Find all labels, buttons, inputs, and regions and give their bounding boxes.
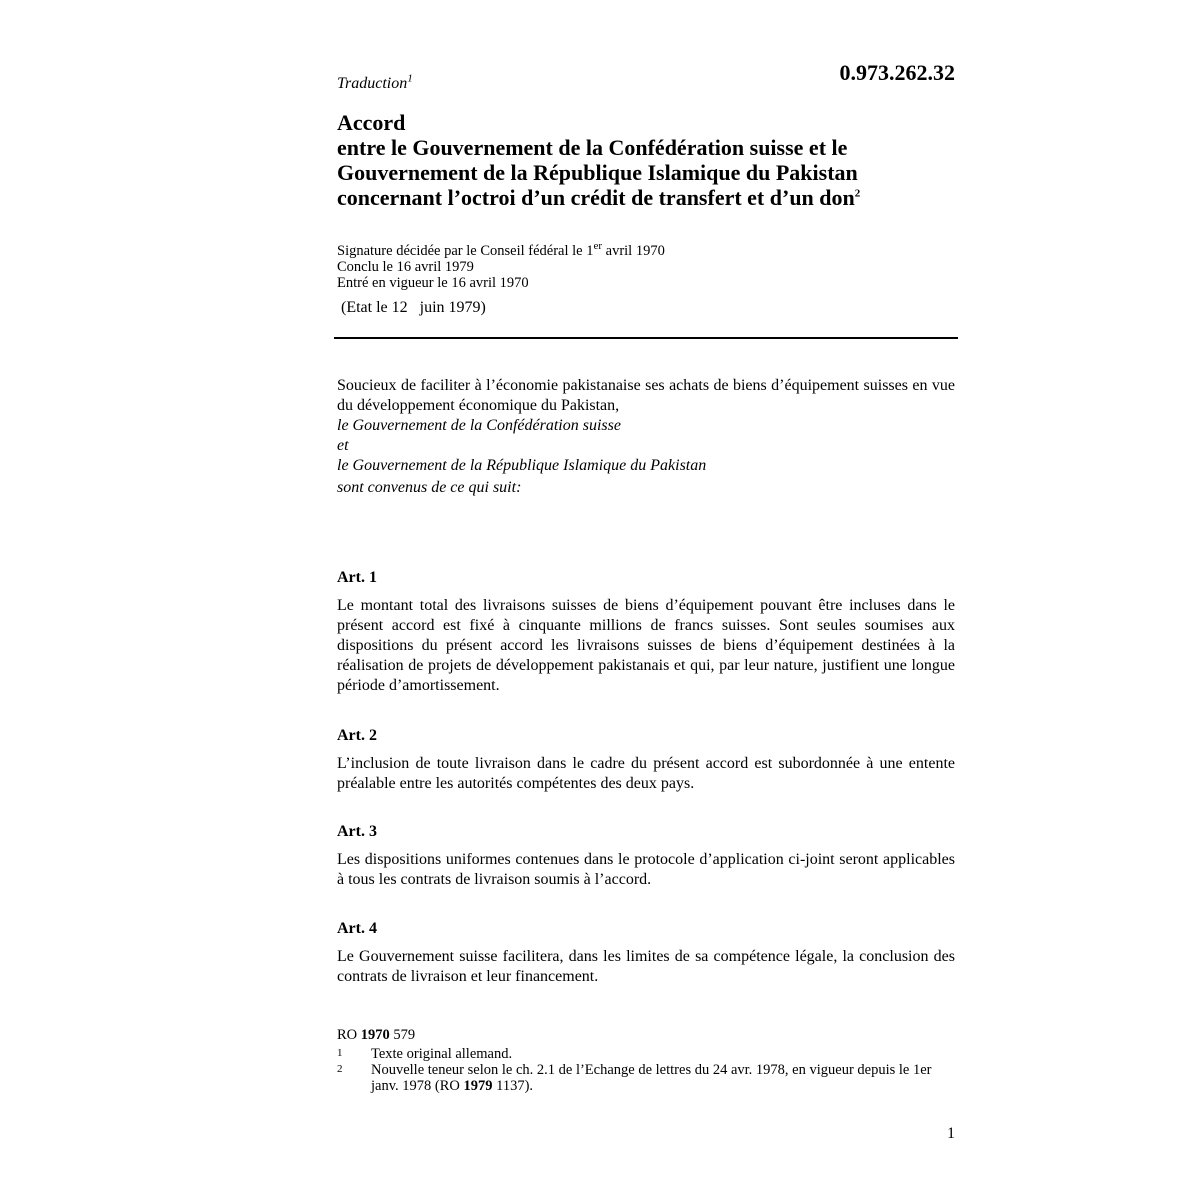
footnote-2 (337, 1062, 955, 1094)
document-title (337, 110, 977, 210)
translation-text: Traduction (337, 75, 408, 92)
concluded-date: Conclu le 16 avril 1979 (337, 259, 474, 275)
status-date: (Etat le 12 juin 1979) (341, 299, 486, 316)
signature-date-text: Signature décidée par le Conseil fédéral le 1 (337, 243, 594, 259)
preamble-closing: sont convenus de ce qui suit: (337, 479, 522, 496)
footnote-ref-2[interactable]: 2 (854, 187, 861, 200)
preamble-party-2: le Gouvernement de la République Islamique du Pakistan (337, 457, 707, 474)
footnote-1-number: 1 (337, 1047, 343, 1059)
title-line-3: Gouvernement de la République Islamique du Pakistan (337, 160, 858, 185)
translation-label (337, 74, 413, 94)
footnote-2-text (371, 1062, 955, 1094)
in-force-date: Entré en vigueur le 16 avril 1970 (337, 275, 529, 291)
footnote-2-year: 1979 (463, 1078, 493, 1094)
preamble (337, 376, 955, 498)
ro-prefix: RO (337, 1027, 358, 1043)
article-4-body: Le Gouvernement suisse facilitera, dans les limites de sa compétence légale, la conclusion des contrats de livraison et leur financement. (337, 948, 955, 985)
footnote-2-text-end: 1137). (496, 1078, 534, 1094)
ro-page: 579 (393, 1027, 416, 1043)
footnotes (337, 1027, 955, 1094)
signature-date-sup: er (593, 240, 603, 253)
ro-reference (337, 1027, 955, 1043)
footnote-ref-1[interactable]: 1 (407, 72, 413, 85)
footnote-2-number: 2 (337, 1063, 343, 1075)
article-3-body: Les dispositions uniformes contenues dans le protocole d’application ci-joint seront applicables à tous les contrats de livraison soumis à l’accord. (337, 851, 955, 888)
article-1-body: Le montant total des livraisons suisses de biens d’équipement pouvant être incluses dans le présent accord est fixé à cinquante millions de francs suisses. Sont seules soumises aux dispositions du présent accord les livraisons suisses de biens d’équipement destinées à la réalisation de projets de développement pakistanais et qui, par leur nature, justifient une longue période d’amortissement. (337, 597, 955, 694)
article-4-heading: Art. 4 (337, 920, 377, 937)
footnote-1 (337, 1046, 955, 1062)
article-2-heading: Art. 2 (337, 727, 377, 744)
footnote-2-text-main: Nouvelle teneur selon le ch. 2.1 de l’Echange de lettres du 24 avr. 1978, en vigueur depuis le 1er janv. 1978 (RO (371, 1062, 932, 1094)
preamble-party-1: le Gouvernement de la Confédération suisse (337, 417, 621, 434)
title-line-2: entre le Gouvernement de la Confédération suisse et le (337, 135, 848, 160)
article-2-body: L’inclusion de toute livraison dans le cadre du présent accord est subordonnée à une entente préalable entre les autorités compétentes des deux pays. (337, 755, 955, 792)
title-line-4 (337, 185, 977, 210)
ro-year: 1970 (360, 1027, 390, 1043)
page-number: 1 (947, 1125, 955, 1142)
document-number: 0.973.262.32 (839, 60, 955, 85)
header-divider (334, 337, 958, 339)
title-line-4-text: concernant l’octroi d’un crédit de transfert et d’un don (337, 185, 855, 210)
article-3-heading: Art. 3 (337, 823, 377, 840)
signature-date (337, 240, 665, 259)
preamble-conjunction: et (337, 437, 349, 454)
title-line-1: Accord (337, 110, 406, 135)
footnote-1-text: Texte original allemand. (371, 1046, 513, 1062)
signature-date-suffix: avril 1970 (602, 243, 665, 259)
preamble-text: Soucieux de faciliter à l’économie pakistanaise ses achats de biens d’équipement suisses en vue du développement économique du Pakistan, (337, 377, 955, 414)
article-1-heading: Art. 1 (337, 569, 377, 586)
document-metadata (337, 240, 665, 291)
